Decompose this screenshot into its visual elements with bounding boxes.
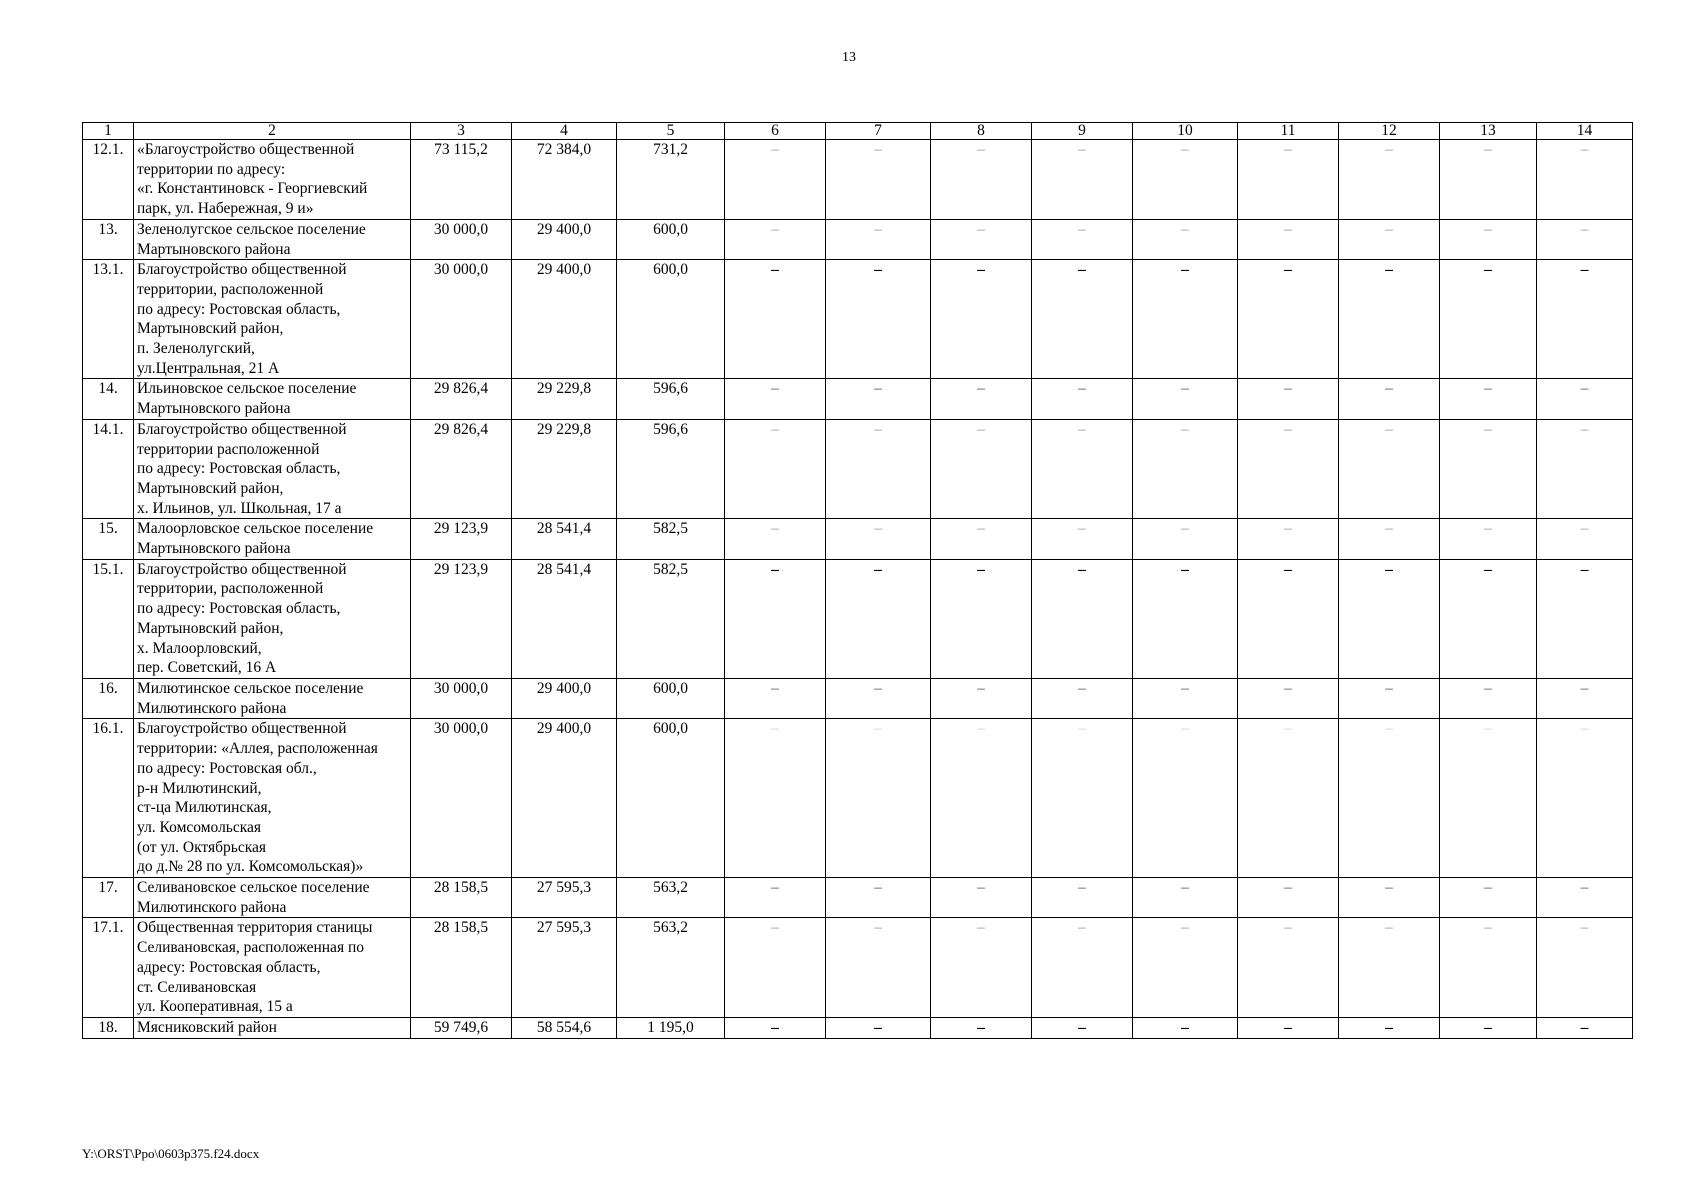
row-number-cell: 14.: [83, 379, 134, 419]
dash-cell: –: [1238, 878, 1339, 918]
dash-cell: –: [1440, 559, 1537, 678]
dash-cell: –: [931, 140, 1032, 220]
dash-cell: –: [1238, 1017, 1339, 1038]
value-col4-cell: 29 400,0: [512, 219, 617, 259]
dash-cell: –: [1133, 379, 1238, 419]
dash-cell: –: [1238, 419, 1339, 519]
dash-cell: –: [1032, 519, 1133, 559]
dash-cell: –: [1537, 379, 1633, 419]
dash-cell: –: [1032, 678, 1133, 718]
dash-cell: –: [931, 918, 1032, 1018]
column-number-header: 11: [1238, 123, 1339, 140]
row-number-cell: 17.: [83, 878, 134, 918]
value-col5-cell: 600,0: [617, 260, 725, 379]
dash-cell: –: [725, 878, 826, 918]
value-col5-cell: 563,2: [617, 878, 725, 918]
dash-cell: –: [725, 519, 826, 559]
table-row: [83, 918, 1633, 1018]
value-col3-cell: 28 158,5: [411, 878, 512, 918]
dash-cell: –: [1133, 559, 1238, 678]
file-path-footer: Y:\ORST\Ppo\0603p375.f24.docx: [82, 1146, 260, 1161]
table-row: [83, 260, 1633, 379]
dash-cell: –: [1537, 918, 1633, 1018]
row-number-cell: 13.1.: [83, 260, 134, 379]
dash-cell: –: [1440, 140, 1537, 220]
dash-cell: –: [1238, 519, 1339, 559]
dash-cell: –: [1440, 1017, 1537, 1038]
value-col4-cell: 29 400,0: [512, 260, 617, 379]
dash-cell: –: [1537, 519, 1633, 559]
column-number-header: 3: [411, 123, 512, 140]
row-name-cell: Милютинское сельское поселение Милютинского района: [134, 678, 411, 718]
dash-cell: –: [1440, 219, 1537, 259]
dash-cell: –: [725, 719, 826, 878]
dash-cell: –: [1537, 260, 1633, 379]
dash-cell: –: [1238, 379, 1339, 419]
data-table: [82, 122, 1633, 1039]
table-row: [83, 1017, 1633, 1038]
column-number-header: 1: [83, 123, 134, 140]
row-name-cell: Зеленолугское сельское поселение Мартыновского района: [134, 219, 411, 259]
value-col3-cell: 29 826,4: [411, 379, 512, 419]
table-row: [83, 559, 1633, 678]
dash-cell: –: [1133, 1017, 1238, 1038]
column-number-header: 9: [1032, 123, 1133, 140]
row-name-cell: Благоустройство общественной территории, расположенной по адресу: Ростовская область, Мартыновский район, п. Зеленолугский, ул.Центральная, 21 А: [134, 260, 411, 379]
dash-cell: –: [1238, 918, 1339, 1018]
dash-cell: –: [725, 419, 826, 519]
dash-cell: –: [826, 559, 931, 678]
dash-cell: –: [1537, 678, 1633, 718]
value-col4-cell: 27 595,3: [512, 918, 617, 1018]
table-row: [83, 379, 1633, 419]
column-number-header: 2: [134, 123, 411, 140]
dash-cell: –: [931, 559, 1032, 678]
value-col3-cell: 29 826,4: [411, 419, 512, 519]
value-col5-cell: 582,5: [617, 519, 725, 559]
dash-cell: –: [1133, 519, 1238, 559]
dash-cell: –: [1238, 719, 1339, 878]
page-number: 13: [842, 50, 856, 65]
dash-cell: –: [1133, 678, 1238, 718]
value-col4-cell: 27 595,3: [512, 878, 617, 918]
dash-cell: –: [1133, 219, 1238, 259]
table-row: [83, 219, 1633, 259]
dash-cell: –: [1440, 878, 1537, 918]
dash-cell: –: [1032, 918, 1133, 1018]
dash-cell: –: [1537, 878, 1633, 918]
dash-cell: –: [1238, 260, 1339, 379]
table-row: [83, 678, 1633, 718]
dash-cell: –: [1537, 1017, 1633, 1038]
value-col4-cell: 29 400,0: [512, 719, 617, 878]
value-col3-cell: 30 000,0: [411, 719, 512, 878]
column-number-header: 10: [1133, 123, 1238, 140]
dash-cell: –: [1032, 140, 1133, 220]
table-row: [83, 519, 1633, 559]
dash-cell: –: [1339, 678, 1440, 718]
dash-cell: –: [1133, 419, 1238, 519]
dash-cell: –: [725, 1017, 826, 1038]
dash-cell: –: [1032, 559, 1133, 678]
value-col4-cell: 28 541,4: [512, 559, 617, 678]
column-number-header: 7: [826, 123, 931, 140]
value-col5-cell: 600,0: [617, 719, 725, 878]
row-number-cell: 16.1.: [83, 719, 134, 878]
dash-cell: –: [931, 878, 1032, 918]
row-number-cell: 13.: [83, 219, 134, 259]
row-name-cell: Благоустройство общественной территории, расположенной по адресу: Ростовская область, Мартыновский район, х. Малоорловский, пер. Советский, 16 А: [134, 559, 411, 678]
row-name-cell: Ильиновское сельское поселение Мартыновского района: [134, 379, 411, 419]
row-name-cell: Общественная территория станицы Селивановская, расположенная по адресу: Ростовская область, ст. Селивановская ул. Кооперативная, 15 а: [134, 918, 411, 1018]
dash-cell: –: [931, 219, 1032, 259]
row-number-cell: 15.: [83, 519, 134, 559]
value-col3-cell: 73 115,2: [411, 140, 512, 220]
dash-cell: –: [1339, 419, 1440, 519]
dash-cell: –: [1339, 719, 1440, 878]
dash-cell: –: [826, 219, 931, 259]
value-col4-cell: 28 541,4: [512, 519, 617, 559]
dash-cell: –: [1133, 140, 1238, 220]
dash-cell: –: [826, 918, 931, 1018]
dash-cell: –: [826, 678, 931, 718]
dash-cell: –: [1440, 419, 1537, 519]
row-name-cell: «Благоустройство общественной территории по адресу: «г. Константиновск - Георгиевский парк, ул. Набережная, 9 и»: [134, 140, 411, 220]
row-number-cell: 17.1.: [83, 918, 134, 1018]
dash-cell: –: [1339, 559, 1440, 678]
dash-cell: –: [1238, 559, 1339, 678]
dash-cell: –: [1133, 918, 1238, 1018]
row-number-cell: 12.1.: [83, 140, 134, 220]
table-row: [83, 719, 1633, 878]
dash-cell: –: [826, 419, 931, 519]
value-col5-cell: 600,0: [617, 219, 725, 259]
value-col3-cell: 29 123,9: [411, 559, 512, 678]
dash-cell: –: [931, 260, 1032, 379]
value-col3-cell: 30 000,0: [411, 219, 512, 259]
row-number-cell: 15.1.: [83, 559, 134, 678]
dash-cell: –: [725, 219, 826, 259]
dash-cell: –: [1440, 379, 1537, 419]
table-header-row: [83, 123, 1633, 140]
dash-cell: –: [1537, 559, 1633, 678]
dash-cell: –: [1440, 260, 1537, 379]
dash-cell: –: [1537, 140, 1633, 220]
row-number-cell: 14.1.: [83, 419, 134, 519]
column-number-header: 5: [617, 123, 725, 140]
dash-cell: –: [1032, 219, 1133, 259]
dash-cell: –: [1440, 918, 1537, 1018]
value-col5-cell: 563,2: [617, 918, 725, 1018]
dash-cell: –: [1339, 140, 1440, 220]
value-col5-cell: 596,6: [617, 419, 725, 519]
dash-cell: –: [1133, 878, 1238, 918]
dash-cell: –: [826, 719, 931, 878]
dash-cell: –: [931, 419, 1032, 519]
value-col4-cell: 72 384,0: [512, 140, 617, 220]
value-col3-cell: 29 123,9: [411, 519, 512, 559]
row-name-cell: Благоустройство общественной территории: «Аллея, расположенная по адресу: Ростовская обл., р-н Милютинский, ст-ца Милютинская, ул. Комсомольская (от ул. Октябрьская до д.№ 28 по ул. Комсомольская)»: [134, 719, 411, 878]
value-col4-cell: 29 400,0: [512, 678, 617, 718]
dash-cell: –: [1440, 678, 1537, 718]
dash-cell: –: [931, 1017, 1032, 1038]
column-number-header: 8: [931, 123, 1032, 140]
dash-cell: –: [1440, 519, 1537, 559]
dash-cell: –: [1032, 719, 1133, 878]
dash-cell: –: [1238, 678, 1339, 718]
dash-cell: –: [826, 519, 931, 559]
dash-cell: –: [1537, 219, 1633, 259]
value-col4-cell: 29 229,8: [512, 379, 617, 419]
dash-cell: –: [1339, 878, 1440, 918]
dash-cell: –: [725, 678, 826, 718]
value-col5-cell: 731,2: [617, 140, 725, 220]
dash-cell: –: [725, 918, 826, 1018]
table-row: [83, 140, 1633, 220]
value-col4-cell: 58 554,6: [512, 1017, 617, 1038]
dash-cell: –: [1339, 219, 1440, 259]
value-col5-cell: 596,6: [617, 379, 725, 419]
row-name-cell: Селивановское сельское поселение Милютинского района: [134, 878, 411, 918]
table-row: [83, 419, 1633, 519]
column-number-header: 13: [1440, 123, 1537, 140]
row-number-cell: 18.: [83, 1017, 134, 1038]
dash-cell: –: [1032, 419, 1133, 519]
value-col5-cell: 1 195,0: [617, 1017, 725, 1038]
column-number-header: 6: [725, 123, 826, 140]
dash-cell: –: [1032, 1017, 1133, 1038]
dash-cell: –: [931, 719, 1032, 878]
dash-cell: –: [1339, 519, 1440, 559]
dash-cell: –: [725, 559, 826, 678]
dash-cell: –: [1537, 419, 1633, 519]
dash-cell: –: [725, 379, 826, 419]
row-name-cell: Малоорловское сельское поселение Мартыновского района: [134, 519, 411, 559]
table-row: [83, 878, 1633, 918]
dash-cell: –: [826, 878, 931, 918]
dash-cell: –: [1133, 260, 1238, 379]
dash-cell: –: [931, 519, 1032, 559]
dash-cell: –: [725, 140, 826, 220]
dash-cell: –: [1238, 140, 1339, 220]
value-col3-cell: 30 000,0: [411, 260, 512, 379]
dash-cell: –: [725, 260, 826, 379]
dash-cell: –: [1032, 260, 1133, 379]
column-number-header: 4: [512, 123, 617, 140]
dash-cell: –: [1537, 719, 1633, 878]
dash-cell: –: [1339, 918, 1440, 1018]
row-name-cell: Мясниковский район: [134, 1017, 411, 1038]
dash-cell: –: [1238, 219, 1339, 259]
dash-cell: –: [1339, 260, 1440, 379]
dash-cell: –: [826, 260, 931, 379]
dash-cell: –: [826, 140, 931, 220]
dash-cell: –: [1440, 719, 1537, 878]
value-col4-cell: 29 229,8: [512, 419, 617, 519]
row-name-cell: Благоустройство общественной территории расположенной по адресу: Ростовская область, Мартыновский район, х. Ильинов, ул. Школьная, 17 а: [134, 419, 411, 519]
dash-cell: –: [1339, 379, 1440, 419]
dash-cell: –: [826, 1017, 931, 1038]
dash-cell: –: [1032, 878, 1133, 918]
dash-cell: –: [1133, 719, 1238, 878]
value-col5-cell: 582,5: [617, 559, 725, 678]
row-number-cell: 16.: [83, 678, 134, 718]
value-col3-cell: 59 749,6: [411, 1017, 512, 1038]
value-col3-cell: 30 000,0: [411, 678, 512, 718]
value-col5-cell: 600,0: [617, 678, 725, 718]
value-col3-cell: 28 158,5: [411, 918, 512, 1018]
column-number-header: 14: [1537, 123, 1633, 140]
column-number-header: 12: [1339, 123, 1440, 140]
dash-cell: –: [826, 379, 931, 419]
dash-cell: –: [931, 678, 1032, 718]
dash-cell: –: [1339, 1017, 1440, 1038]
dash-cell: –: [931, 379, 1032, 419]
dash-cell: –: [1032, 379, 1133, 419]
